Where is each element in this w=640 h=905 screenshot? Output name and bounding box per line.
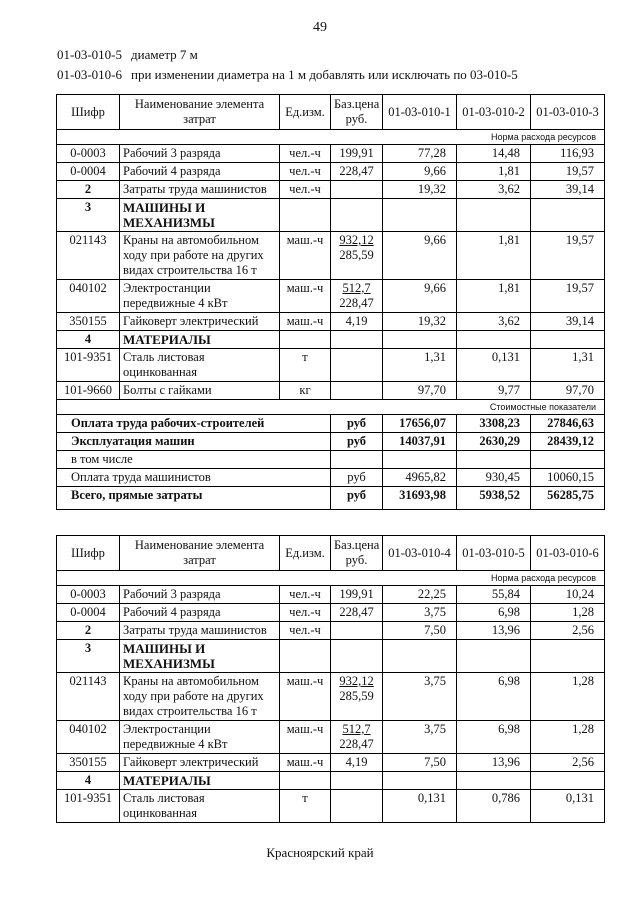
cell-value <box>383 331 457 349</box>
price-value: 199,91 <box>339 587 374 601</box>
total-value: 14037,91 <box>383 433 457 451</box>
cell-unit: чел.-ч <box>280 163 331 181</box>
band-norm-label: Норма расхода ресурсов <box>57 130 605 145</box>
cell-price <box>331 163 383 181</box>
total-unit: руб <box>331 415 383 433</box>
cell-unit: кг <box>280 382 331 400</box>
cell-price <box>331 145 383 163</box>
cell-unit: чел.-ч <box>280 586 331 604</box>
table-row <box>57 604 605 622</box>
col-header-code: Шифр <box>57 95 120 130</box>
header-code: 01-03-010-6 <box>57 67 122 82</box>
cell-value: 19,57 <box>531 163 605 181</box>
price-value: 512,7 <box>342 722 371 736</box>
cell-value: 1,31 <box>383 349 457 382</box>
price-value: 199,91 <box>339 146 374 160</box>
cell-name: Гайковерт электрический <box>120 313 280 331</box>
col-header-name: Наименование элемента затрат <box>120 536 280 571</box>
price-value-secondary: 228,47 <box>339 296 374 310</box>
norms-table-2 <box>56 535 605 823</box>
cell-unit: маш.-ч <box>280 754 331 772</box>
cell-value: 3,62 <box>457 313 531 331</box>
cell-unit: чел.-ч <box>280 145 331 163</box>
cell-value: 3,75 <box>383 604 457 622</box>
cell-value: 22,25 <box>383 586 457 604</box>
footer-region: Красноярский край <box>266 845 374 860</box>
table-row <box>57 622 605 640</box>
cell-price <box>331 754 383 772</box>
col-header-norm: 01-03-010-1 <box>383 95 457 130</box>
cell-unit: чел.-ч <box>280 181 331 199</box>
cell-value: 2,56 <box>531 622 605 640</box>
cell-value: 7,50 <box>383 622 457 640</box>
cell-name: Рабочий 4 разряда <box>120 163 280 181</box>
cell-value: 14,48 <box>457 145 531 163</box>
col-header-price: Баз.цена руб. <box>331 95 383 130</box>
total-unit: руб <box>331 487 383 510</box>
table-row <box>57 331 605 349</box>
cell-value: 6,98 <box>457 673 531 721</box>
cell-value: 9,66 <box>383 232 457 280</box>
cell-value <box>383 640 457 673</box>
cell-value: 13,96 <box>457 622 531 640</box>
cell-price <box>331 313 383 331</box>
cell-price <box>331 790 383 823</box>
cell-value <box>457 772 531 790</box>
cell-name: Электростанции передвижные 4 кВт <box>120 280 280 313</box>
cell-value: 7,50 <box>383 754 457 772</box>
header-text: диаметр 7 м <box>131 47 198 62</box>
col-header-norm: 01-03-010-2 <box>457 95 531 130</box>
total-label: Оплата труда рабочих-строителей <box>57 415 331 433</box>
cell-value <box>383 199 457 232</box>
cell-price <box>331 181 383 199</box>
cell-value: 2,56 <box>531 754 605 772</box>
totals-row <box>57 469 605 487</box>
cell-code: 040102 <box>57 721 120 754</box>
total-unit: руб <box>331 433 383 451</box>
table-row <box>57 790 605 823</box>
table-row <box>57 199 605 232</box>
cell-price <box>331 586 383 604</box>
price-value: 4,19 <box>345 755 368 769</box>
cell-unit: т <box>280 349 331 382</box>
cell-value: 1,31 <box>531 349 605 382</box>
cell-value: 6,98 <box>457 721 531 754</box>
cell-value: 1,81 <box>457 280 531 313</box>
cell-unit: маш.-ч <box>280 232 331 280</box>
cell-code: 101-9351 <box>57 349 120 382</box>
table-row <box>57 586 605 604</box>
header-line-2 <box>57 67 518 83</box>
totals-row <box>57 415 605 433</box>
totals-row <box>57 433 605 451</box>
total-value: 5938,52 <box>457 487 531 510</box>
cell-unit: маш.-ч <box>280 721 331 754</box>
total-label: Всего, прямые затраты <box>57 487 331 510</box>
price-value: 228,47 <box>339 164 374 178</box>
cell-name: Краны на автомобильном ходу при работе на других видах строительства 16 т <box>120 232 280 280</box>
page-number: 49 <box>313 20 327 35</box>
cell-code: 4 <box>57 331 120 349</box>
cell-value: 55,84 <box>457 586 531 604</box>
table-row <box>57 673 605 721</box>
cell-code: 3 <box>57 640 120 673</box>
header-code: 01-03-010-5 <box>57 47 122 62</box>
cell-unit <box>280 199 331 232</box>
cell-name: Затраты труда машинистов <box>120 622 280 640</box>
cell-name: Болты с гайками <box>120 382 280 400</box>
cell-value <box>531 331 605 349</box>
table-row <box>57 349 605 382</box>
total-unit: руб <box>331 469 383 487</box>
cell-value <box>531 199 605 232</box>
cell-value: 0,131 <box>383 790 457 823</box>
cell-value: 0,131 <box>531 790 605 823</box>
cell-value: 1,81 <box>457 163 531 181</box>
cell-code: 0-0003 <box>57 586 120 604</box>
col-header-price: Баз.цена руб. <box>331 536 383 571</box>
total-value: 4965,82 <box>383 469 457 487</box>
total-value <box>383 451 457 469</box>
cell-name: Гайковерт электрический <box>120 754 280 772</box>
cell-price <box>331 721 383 754</box>
col-header-code: Шифр <box>57 536 120 571</box>
cell-unit <box>280 331 331 349</box>
cell-name: Рабочий 4 разряда <box>120 604 280 622</box>
cell-value: 10,24 <box>531 586 605 604</box>
norms-table-1 <box>56 94 605 510</box>
total-value: 930,45 <box>457 469 531 487</box>
band-row <box>57 400 605 415</box>
cell-value: 1,28 <box>531 604 605 622</box>
table-row <box>57 754 605 772</box>
cell-value <box>383 772 457 790</box>
cell-code: 021143 <box>57 232 120 280</box>
price-value: 512,7 <box>342 281 371 295</box>
cell-name: Краны на автомобильном ходу при работе на других видах строительства 16 т <box>120 673 280 721</box>
cell-value: 39,14 <box>531 181 605 199</box>
table-row <box>57 145 605 163</box>
total-label: в том числе <box>57 451 331 469</box>
total-value: 10060,15 <box>531 469 605 487</box>
cell-price <box>331 772 383 790</box>
price-value: 932,12 <box>339 674 374 688</box>
cell-value <box>531 640 605 673</box>
col-header-name: Наименование элемента затрат <box>120 95 280 130</box>
cell-name: Сталь листовая оцинкованная <box>120 790 280 823</box>
cell-code: 101-9351 <box>57 790 120 823</box>
totals-row <box>57 487 605 510</box>
header-text: при изменении диаметра на 1 м добавлять или исключать по 03-010-5 <box>131 67 518 82</box>
table-header-row <box>57 95 605 130</box>
cell-price <box>331 349 383 382</box>
cell-value: 3,62 <box>457 181 531 199</box>
cell-value: 13,96 <box>457 754 531 772</box>
total-value: 56285,75 <box>531 487 605 510</box>
table-row <box>57 382 605 400</box>
cell-code: 040102 <box>57 280 120 313</box>
total-value <box>531 451 605 469</box>
cell-price <box>331 604 383 622</box>
total-value: 28439,12 <box>531 433 605 451</box>
band-row <box>57 571 605 586</box>
table-row <box>57 313 605 331</box>
table-row <box>57 163 605 181</box>
table-row <box>57 772 605 790</box>
col-header-unit: Ед.изм. <box>280 95 331 130</box>
cell-price <box>331 280 383 313</box>
cell-code: 0-0004 <box>57 604 120 622</box>
cell-value: 6,98 <box>457 604 531 622</box>
band-row <box>57 130 605 145</box>
cell-value: 9,77 <box>457 382 531 400</box>
cell-name: МАШИНЫ И МЕХАНИЗМЫ <box>120 199 280 232</box>
price-value-secondary: 285,59 <box>339 248 374 262</box>
cell-code: 021143 <box>57 673 120 721</box>
cell-value: 3,75 <box>383 721 457 754</box>
col-header-norm: 01-03-010-6 <box>531 536 605 571</box>
cell-unit: чел.-ч <box>280 604 331 622</box>
cell-name: МАТЕРИАЛЫ <box>120 331 280 349</box>
price-value: 228,47 <box>339 605 374 619</box>
cell-price <box>331 382 383 400</box>
cell-code: 2 <box>57 622 120 640</box>
cell-unit: чел.-ч <box>280 622 331 640</box>
cell-price <box>331 331 383 349</box>
cell-name: Затраты труда машинистов <box>120 181 280 199</box>
total-label: Эксплуатация машин <box>57 433 331 451</box>
cell-value <box>457 199 531 232</box>
cell-code: 2 <box>57 181 120 199</box>
cell-name: Электростанции передвижные 4 кВт <box>120 721 280 754</box>
table-row <box>57 232 605 280</box>
cell-value: 19,32 <box>383 313 457 331</box>
cell-value: 3,75 <box>383 673 457 721</box>
cell-price <box>331 622 383 640</box>
cell-value <box>457 640 531 673</box>
cell-value: 19,57 <box>531 280 605 313</box>
cell-code: 0-0004 <box>57 163 120 181</box>
cell-code: 3 <box>57 199 120 232</box>
cell-value: 1,28 <box>531 721 605 754</box>
cell-price <box>331 232 383 280</box>
price-value: 932,12 <box>339 233 374 247</box>
cell-value: 77,28 <box>383 145 457 163</box>
total-unit <box>331 451 383 469</box>
table-row <box>57 721 605 754</box>
cell-value: 1,81 <box>457 232 531 280</box>
totals-row <box>57 451 605 469</box>
cell-unit: маш.-ч <box>280 673 331 721</box>
cell-value: 9,66 <box>383 280 457 313</box>
cell-code: 101-9660 <box>57 382 120 400</box>
table-row <box>57 640 605 673</box>
table-row <box>57 181 605 199</box>
cell-value: 39,14 <box>531 313 605 331</box>
cell-value: 1,28 <box>531 673 605 721</box>
cell-name: МАТЕРИАЛЫ <box>120 772 280 790</box>
cell-unit: маш.-ч <box>280 280 331 313</box>
cell-price <box>331 673 383 721</box>
cell-value: 0,786 <box>457 790 531 823</box>
cell-value: 9,66 <box>383 163 457 181</box>
cell-value <box>457 331 531 349</box>
col-header-norm: 01-03-010-4 <box>383 536 457 571</box>
cell-code: 4 <box>57 772 120 790</box>
total-value: 31693,98 <box>383 487 457 510</box>
cell-price <box>331 640 383 673</box>
cell-name: Рабочий 3 разряда <box>120 586 280 604</box>
col-header-norm: 01-03-010-3 <box>531 95 605 130</box>
total-value: 17656,07 <box>383 415 457 433</box>
price-value-secondary: 228,47 <box>339 737 374 751</box>
total-value: 2630,29 <box>457 433 531 451</box>
cell-value: 19,32 <box>383 181 457 199</box>
cell-name: Сталь листовая оцинкованная <box>120 349 280 382</box>
band-norm-label: Норма расхода ресурсов <box>57 571 605 586</box>
cell-value: 97,70 <box>531 382 605 400</box>
cell-price <box>331 199 383 232</box>
price-value-secondary: 285,59 <box>339 689 374 703</box>
cell-name: МАШИНЫ И МЕХАНИЗМЫ <box>120 640 280 673</box>
price-value: 4,19 <box>345 314 368 328</box>
cell-value <box>531 772 605 790</box>
cell-code: 0-0003 <box>57 145 120 163</box>
cell-code: 350155 <box>57 313 120 331</box>
cell-name: Рабочий 3 разряда <box>120 145 280 163</box>
cell-value: 116,93 <box>531 145 605 163</box>
cell-unit: маш.-ч <box>280 313 331 331</box>
table-header-row <box>57 536 605 571</box>
cell-value: 97,70 <box>383 382 457 400</box>
header-line-1 <box>57 47 198 63</box>
cell-value: 0,131 <box>457 349 531 382</box>
table-row <box>57 280 605 313</box>
total-value <box>457 451 531 469</box>
col-header-norm: 01-03-010-5 <box>457 536 531 571</box>
cell-unit <box>280 640 331 673</box>
cell-code: 350155 <box>57 754 120 772</box>
col-header-unit: Ед.изм. <box>280 536 331 571</box>
total-label: Оплата труда машинистов <box>57 469 331 487</box>
cell-unit: т <box>280 790 331 823</box>
total-value: 27846,63 <box>531 415 605 433</box>
total-value: 3308,23 <box>457 415 531 433</box>
cell-unit <box>280 772 331 790</box>
band-cost-label: Стоимостные показатели <box>57 400 605 415</box>
cell-value: 19,57 <box>531 232 605 280</box>
